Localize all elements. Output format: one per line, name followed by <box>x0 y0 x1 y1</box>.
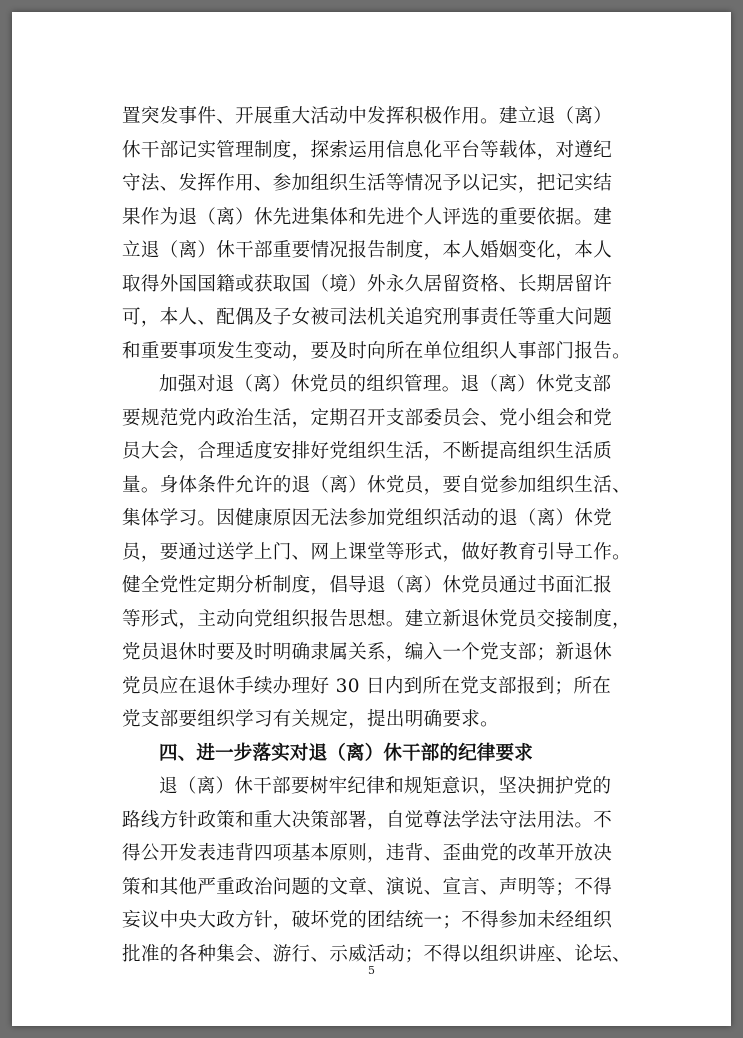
document-page <box>12 12 731 1026</box>
body-line: 党员退休时要及时明确隶属关系，编入一个党支部；新退休 <box>122 642 613 663</box>
body-line: 取得外国国籍或获取国（境）外永久居留资格、长期居留许 <box>122 273 613 295</box>
body-line: 员，要通过送学上门、网上课堂等形式，做好教育引导工作。 <box>122 541 631 563</box>
body-line: 党员应在退休手续办理好 30 日内到所在党支部报到；所在 <box>122 675 612 697</box>
body-line: 妄议中央大政方针，破坏党的团结统一；不得参加未经组织 <box>122 910 613 931</box>
body-line: 置突发事件、开展重大活动中发挥积极作用。建立退（离） <box>122 106 613 127</box>
body-line: 要规范党内政治生活，定期召开支部委员会、党小组会和党 <box>122 407 613 429</box>
document-body <box>122 100 642 971</box>
body-line: 集体学习。因健康原因无法参加党组织活动的退（离）休党 <box>122 508 613 529</box>
body-line: 得公开发表违背四项基本原则，违背、歪曲党的改革开放决 <box>122 843 613 864</box>
body-line: 等形式，主动向党组织报告思想。建立新退休党员交接制度， <box>122 608 631 630</box>
body-line: 休干部记实管理制度，探索运用信息化平台等载体，对遵纪 <box>122 139 613 161</box>
body-line: 守法、发挥作用、参加组织生活等情况予以记实，把记实结 <box>122 173 613 194</box>
body-line: 立退（离）休干部重要情况报告制度，本人婚姻变化，本人 <box>122 240 613 261</box>
body-line: 策和其他严重政治问题的文章、演说、宣言、声明等；不得 <box>122 876 613 898</box>
body-line: 果作为退（离）休先进集体和先进个人评选的重要依据。建 <box>122 206 613 228</box>
page-number: 5 <box>368 964 375 977</box>
body-line: 量。身体条件允许的退（离）休党员，要自觉参加组织生活、 <box>122 474 631 496</box>
body-line: 和重要事项发生变动，要及时向所在单位组织人事部门报告。 <box>122 340 631 362</box>
body-line: 可，本人、配偶及子女被司法机关追究刑事责任等重大问题 <box>122 307 613 328</box>
body-line: 路线方针政策和重大决策部署，自觉尊法学法守法用法。不 <box>122 809 613 831</box>
paragraph-start-line: 加强对退（离）休党员的组织管理。退（离）休党支部 <box>159 374 612 395</box>
section-heading: 四、进一步落实对退（离）休干部的纪律要求 <box>159 742 534 764</box>
body-line: 批准的各种集会、游行、示威活动；不得以组织讲座、论坛、 <box>122 943 631 965</box>
body-line: 党支部要组织学习有关规定，提出明确要求。 <box>122 709 500 730</box>
body-line: 员大会，合理适度安排好党组织生活，不断提高组织生活质 <box>122 441 613 462</box>
body-line: 健全党性定期分析制度，倡导退（离）休党员通过书面汇报 <box>122 575 613 596</box>
paragraph-start-line: 退（离）休干部要树牢纪律和规矩意识，坚决拥护党的 <box>159 776 612 797</box>
